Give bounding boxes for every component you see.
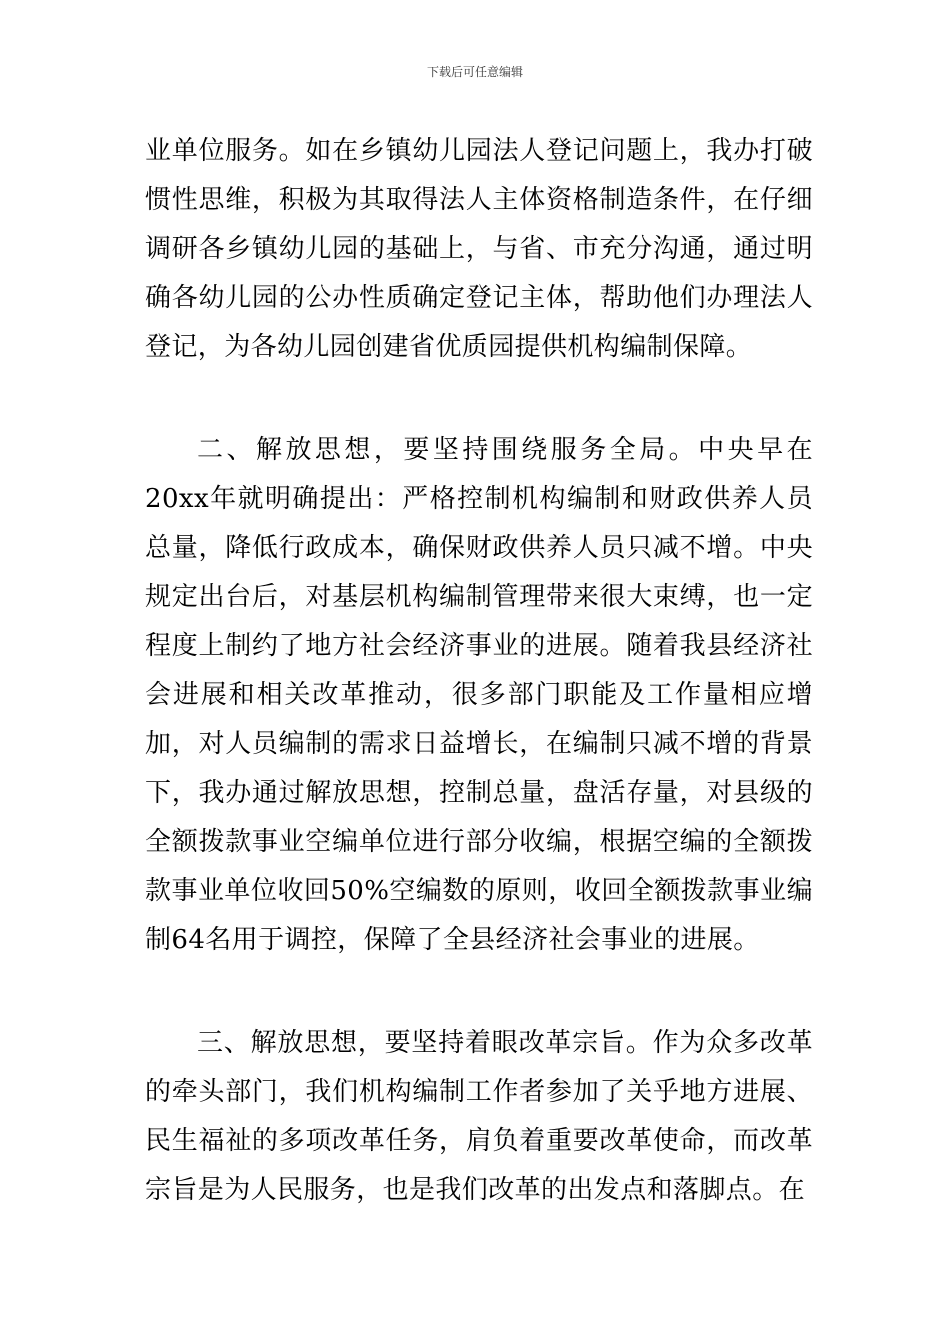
paragraph-2: 二、解放思想，要坚持围绕服务全局。中央早在20xx年就明确提出：严格控制机构编制和财政供养人员总量，降低行政成本，确保财政供养人员只减不增。中央规定出台后，对基层机构编制管理带来很大束缚，也一定程度上制约了地方社会经济事业的进展。随着我县经济社会进展和相关改革推动，很多部门职能及工作量相应增加，对人员编制的需求日益增长，在编制只减不增的背景下，我办通过解放思想，控制总量，盘活存量，对县级的全额拨款事业空编单位进行部分收编，根据空编的全额拨款事业单位收回50%空编数的原则，收回全额拨款事业编制64名用于调控，保障了全县经济社会事业的进展。 (145, 435, 813, 955)
paragraph-1: 业单位服务。如在乡镇幼儿园法人登记问题上，我办打破惯性思维，积极为其取得法人主体资格制造条件，在仔细调研各乡镇幼儿园的基础上，与省、市充分沟通，通过明确各幼儿园的公办性质确定登记主体，帮助他们办理法人登记，为各幼儿园创建省优质园提供机构编制保障。 (145, 136, 813, 362)
paragraph-3: 三、解放思想，要坚持着眼改革宗旨。作为众多改革的牵头部门，我们机构编制工作者参加了关乎地方进展、民生福祉的多项改革任务，肩负着重要改革使命，而改革宗旨是为人民服务，也是我们改革的出发点和落脚点。在 (145, 1028, 813, 1205)
page-header: 下载后可任意编辑 (426, 65, 523, 79)
document-body (145, 127, 813, 1215)
